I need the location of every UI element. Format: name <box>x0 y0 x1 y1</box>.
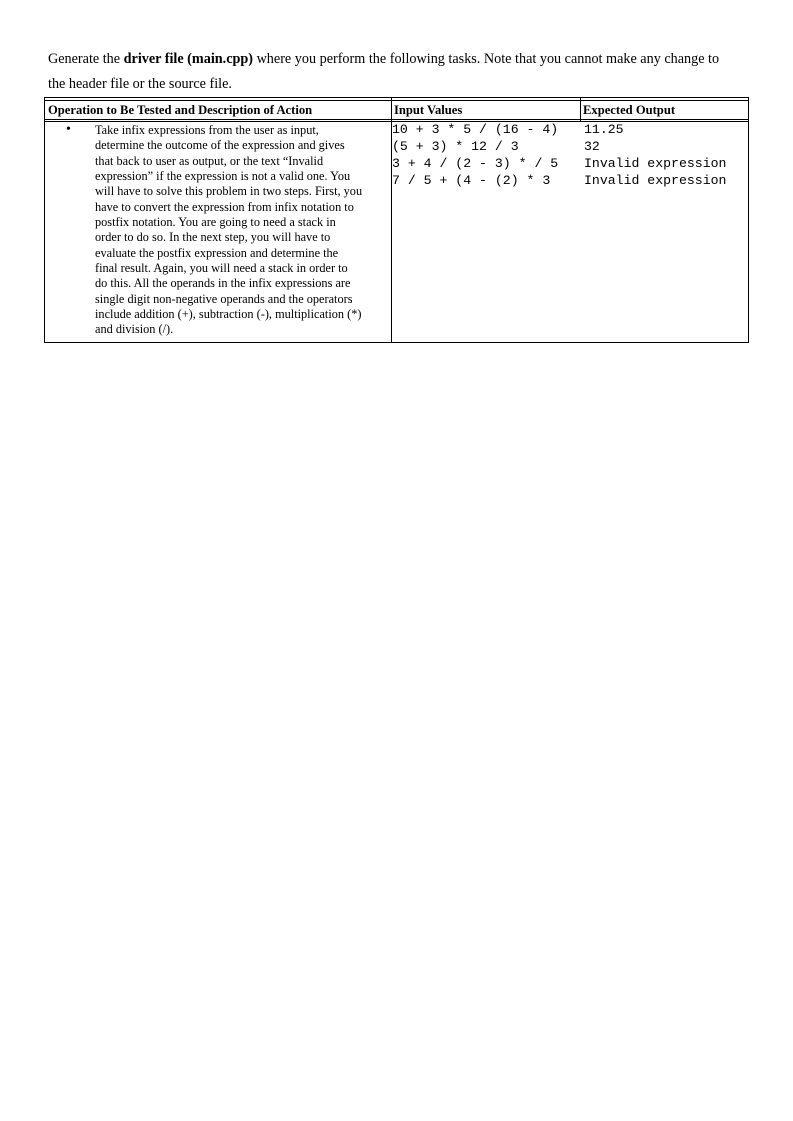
description-line: single digit non-negative operands and the operators <box>95 291 353 306</box>
expected-output-value: Invalid expression <box>584 156 727 171</box>
header-input-values: Input Values <box>394 103 463 117</box>
intro-line1-suffix: where you perform the following tasks. Note that you cannot make any change to <box>253 51 720 67</box>
description-line: postfix notation. You are going to need a stack in <box>95 215 336 230</box>
expected-output-value: 11.25 <box>584 122 624 137</box>
operation-description <box>95 123 390 338</box>
intro-filename: driver file (main.cpp) <box>123 51 254 67</box>
header-separator <box>44 119 749 120</box>
input-value: 7 / 5 + (4 - (2) * 3 <box>392 173 551 188</box>
expected-output-value: Invalid expression <box>584 173 727 188</box>
description-line: do this. All the operands in the infix expressions are <box>95 276 351 291</box>
description-line: that back to user as output, or the text “Invalid <box>95 153 324 168</box>
description-line: order to do so. In the next step, you will have to <box>95 230 331 245</box>
table-border-right <box>748 97 749 343</box>
description-line: evaluate the postfix expression and determine the <box>95 245 339 260</box>
description-line: determine the outcome of the expression and gives <box>95 138 345 153</box>
instruction-paragraph <box>48 47 753 97</box>
bullet-point: • <box>66 122 71 137</box>
description-line: and division (/). <box>95 322 174 337</box>
input-value: 3 + 4 / (2 - 3) * / 5 <box>392 156 559 171</box>
input-value: 10 + 3 * 5 / (16 - 4) <box>392 122 559 137</box>
table-border-left <box>44 97 45 343</box>
expected-output-value: 32 <box>584 139 600 154</box>
table-border-top <box>44 97 749 98</box>
input-value: (5 + 3) * 12 / 3 <box>392 139 519 154</box>
description-line: have to convert the expression from infix notation to <box>95 199 354 214</box>
description-line: include addition (+), subtraction (-), multiplication (*) <box>95 307 362 322</box>
description-line: Take infix expressions from the user as input, <box>95 123 319 137</box>
intro-line2: the header file or the source file. <box>48 76 232 92</box>
description-line: expression” if the expression is not a valid one. You <box>95 169 351 184</box>
header-expected-output: Expected Output <box>583 103 676 117</box>
description-line: final result. Again, you will need a stack in order to <box>95 261 348 276</box>
table-border-top-inner <box>44 100 749 101</box>
header-operation: Operation to Be Tested and Description of Action <box>48 103 313 117</box>
description-line: will have to solve this problem in two steps. First, you <box>95 184 363 199</box>
intro-prefix: Generate the <box>48 51 124 67</box>
column-divider-2 <box>580 97 581 121</box>
table-border-bottom <box>44 342 749 343</box>
